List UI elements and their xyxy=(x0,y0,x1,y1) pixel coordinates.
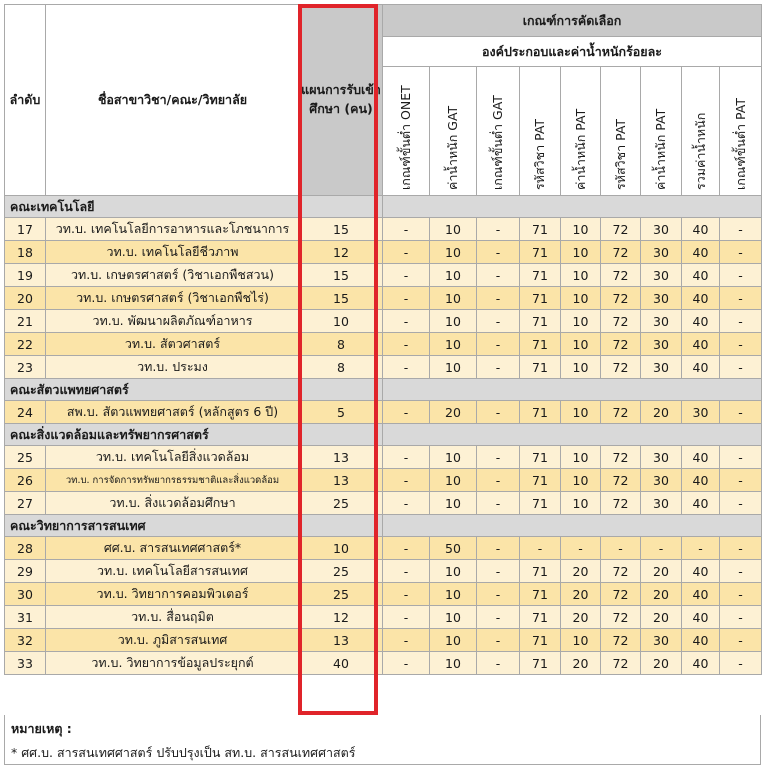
table-row xyxy=(5,629,762,652)
criteria-value: - xyxy=(720,446,762,469)
criteria-value: - xyxy=(477,333,520,356)
row-number: 25 xyxy=(5,446,46,469)
section-fill xyxy=(300,196,383,218)
criteria-value: - xyxy=(720,264,762,287)
criteria-value: 40 xyxy=(682,629,720,652)
criteria-value: - xyxy=(720,652,762,675)
plan-count: 15 xyxy=(300,218,383,241)
criteria-value: - xyxy=(477,401,520,424)
criteria-value: - xyxy=(477,606,520,629)
criteria-value: - xyxy=(477,492,520,515)
row-number: 22 xyxy=(5,333,46,356)
criteria-value: 71 xyxy=(520,310,561,333)
criteria-value: 72 xyxy=(601,606,641,629)
criteria-value: - xyxy=(383,241,430,264)
section-fill xyxy=(383,424,762,446)
admission-table xyxy=(4,4,762,675)
table-row xyxy=(5,218,762,241)
notes-box xyxy=(4,715,761,765)
criteria-value: 30 xyxy=(641,492,682,515)
criteria-value: 30 xyxy=(641,356,682,379)
criteria-value: 72 xyxy=(601,560,641,583)
section-fill xyxy=(383,196,762,218)
criteria-value: 40 xyxy=(682,446,720,469)
criteria-value: - xyxy=(720,401,762,424)
criteria-value: - xyxy=(520,537,561,560)
criteria-col-label: รวมค่าน้ำหนัก xyxy=(692,112,708,190)
criteria-value: - xyxy=(720,537,762,560)
criteria-value: - xyxy=(720,241,762,264)
plan-count: 15 xyxy=(300,264,383,287)
criteria-value: 10 xyxy=(561,356,601,379)
plan-count: 25 xyxy=(300,583,383,606)
notes-title: หมายเหตุ : xyxy=(11,721,72,736)
criteria-col-header xyxy=(641,67,682,196)
criteria-value: 20 xyxy=(641,560,682,583)
plan-header-text: แผนการรับเข้าศึกษา (คน) xyxy=(301,82,381,116)
criteria-value: 20 xyxy=(641,401,682,424)
program-name: วท.บ. เทคโนโลยีชีวภาพ xyxy=(46,241,300,264)
criteria-value: 72 xyxy=(601,264,641,287)
criteria-value: 10 xyxy=(430,356,477,379)
criteria-value: 20 xyxy=(430,401,477,424)
criteria-value: 20 xyxy=(641,606,682,629)
criteria-value: 10 xyxy=(430,492,477,515)
criteria-col-header xyxy=(430,67,477,196)
criteria-value: - xyxy=(641,537,682,560)
criteria-value: - xyxy=(720,333,762,356)
table-row xyxy=(5,492,762,515)
section-fill xyxy=(383,379,762,401)
criteria-value: 10 xyxy=(561,446,601,469)
plan-count: 13 xyxy=(300,469,383,492)
table-row xyxy=(5,469,762,492)
criteria-value: - xyxy=(383,218,430,241)
criteria-value: - xyxy=(383,560,430,583)
criteria-value: 10 xyxy=(561,469,601,492)
table-row xyxy=(5,537,762,560)
criteria-value: - xyxy=(477,652,520,675)
criteria-value: - xyxy=(720,583,762,606)
criteria-col-header xyxy=(477,67,520,196)
row-number: 31 xyxy=(5,606,46,629)
criteria-value: 71 xyxy=(520,583,561,606)
plan-count: 12 xyxy=(300,606,383,629)
table-row xyxy=(5,356,762,379)
criteria-col-header xyxy=(601,67,641,196)
plan-count: 8 xyxy=(300,333,383,356)
criteria-value: 30 xyxy=(641,629,682,652)
criteria-value: 10 xyxy=(561,310,601,333)
table-row xyxy=(5,287,762,310)
criteria-value: 10 xyxy=(561,401,601,424)
components-header: องค์ประกอบและค่าน้ำหนักร้อยละ xyxy=(383,37,762,67)
criteria-value: - xyxy=(720,469,762,492)
row-number: 26 xyxy=(5,469,46,492)
criteria-value: - xyxy=(720,560,762,583)
criteria-value: 72 xyxy=(601,401,641,424)
criteria-value: 10 xyxy=(430,310,477,333)
criteria-value: 10 xyxy=(561,333,601,356)
criteria-value: 10 xyxy=(430,333,477,356)
criteria-value: 30 xyxy=(641,310,682,333)
criteria-value: - xyxy=(477,629,520,652)
program-name: วท.บ. วิทยาการคอมพิวเตอร์ xyxy=(46,583,300,606)
row-number: 21 xyxy=(5,310,46,333)
criteria-value: 72 xyxy=(601,218,641,241)
plan-count: 40 xyxy=(300,652,383,675)
criteria-value: - xyxy=(477,583,520,606)
criteria-value: 30 xyxy=(641,446,682,469)
criteria-value: 71 xyxy=(520,333,561,356)
criteria-value: 40 xyxy=(682,287,720,310)
criteria-value: 40 xyxy=(682,310,720,333)
criteria-col-label: ค่าน้ำหนัก GAT xyxy=(445,105,461,190)
criteria-value: 10 xyxy=(561,218,601,241)
row-number: 27 xyxy=(5,492,46,515)
criteria-value: 20 xyxy=(561,560,601,583)
criteria-value: - xyxy=(383,446,430,469)
order-header: ลำดับ xyxy=(5,5,46,196)
criteria-value: 40 xyxy=(682,333,720,356)
criteria-col-label: เกณฑ์ขั้นต่ำ GAT xyxy=(490,94,506,190)
criteria-value: - xyxy=(477,560,520,583)
section-row xyxy=(5,515,762,537)
criteria-value: 40 xyxy=(682,241,720,264)
criteria-value: 10 xyxy=(430,446,477,469)
row-number: 29 xyxy=(5,560,46,583)
criteria-value: - xyxy=(383,606,430,629)
criteria-value: 10 xyxy=(430,629,477,652)
criteria-value: - xyxy=(720,356,762,379)
table-row xyxy=(5,310,762,333)
criteria-value: - xyxy=(720,629,762,652)
criteria-value: 10 xyxy=(430,560,477,583)
criteria-value: 72 xyxy=(601,446,641,469)
criteria-col-label: รหัสวิชา PAT xyxy=(532,118,548,190)
criteria-value: - xyxy=(720,218,762,241)
row-number: 28 xyxy=(5,537,46,560)
criteria-value: 72 xyxy=(601,287,641,310)
criteria-value: - xyxy=(383,583,430,606)
criteria-value: 30 xyxy=(682,401,720,424)
plan-count: 5 xyxy=(300,401,383,424)
criteria-value: - xyxy=(477,287,520,310)
criteria-value: 30 xyxy=(641,241,682,264)
row-number: 19 xyxy=(5,264,46,287)
criteria-value: - xyxy=(477,264,520,287)
criteria-value: 10 xyxy=(561,241,601,264)
plan-count: 13 xyxy=(300,629,383,652)
plan-count: 12 xyxy=(300,241,383,264)
criteria-value: 40 xyxy=(682,218,720,241)
criteria-value: 30 xyxy=(641,333,682,356)
criteria-value: - xyxy=(477,356,520,379)
plan-count: 10 xyxy=(300,310,383,333)
row-number: 30 xyxy=(5,583,46,606)
section-fill xyxy=(300,515,383,537)
criteria-value: 20 xyxy=(641,652,682,675)
criteria-value: 40 xyxy=(682,652,720,675)
table-row xyxy=(5,560,762,583)
criteria-value: - xyxy=(477,241,520,264)
criteria-value: 20 xyxy=(641,583,682,606)
criteria-value: - xyxy=(477,537,520,560)
name-header: ชื่อสาขาวิชา/คณะ/วิทยาลัย xyxy=(46,5,300,196)
criteria-value: 72 xyxy=(601,333,641,356)
criteria-value: 10 xyxy=(430,287,477,310)
criteria-value: 71 xyxy=(520,606,561,629)
table-row xyxy=(5,583,762,606)
plan-count: 25 xyxy=(300,492,383,515)
row-number: 20 xyxy=(5,287,46,310)
program-name: สพ.บ. สัตวแพทยศาสตร์ (หลักสูตร 6 ปี) xyxy=(46,401,300,424)
criteria-value: 40 xyxy=(682,606,720,629)
criteria-value: 72 xyxy=(601,469,641,492)
criteria-col-label: เกณฑ์ขั้นต่ำ ONET xyxy=(398,84,414,190)
criteria-value: 40 xyxy=(682,492,720,515)
criteria-value: 20 xyxy=(561,583,601,606)
criteria-value: 40 xyxy=(682,560,720,583)
criteria-value: - xyxy=(383,333,430,356)
criteria-value: - xyxy=(383,310,430,333)
row-number: 17 xyxy=(5,218,46,241)
criteria-col-header xyxy=(383,67,430,196)
program-name: วท.บ. เกษตรศาสตร์ (วิชาเอกพืชไร่) xyxy=(46,287,300,310)
criteria-value: - xyxy=(383,537,430,560)
criteria-value: 40 xyxy=(682,264,720,287)
program-name: วท.บ. การจัดการทรัพยากรธรรมชาติและสิ่งแวดล้อม xyxy=(46,469,300,492)
table-row xyxy=(5,446,762,469)
plan-count: 13 xyxy=(300,446,383,469)
section-title: คณะวิทยาการสารสนเทศ xyxy=(5,515,300,537)
table-row xyxy=(5,652,762,675)
criteria-value: - xyxy=(383,401,430,424)
plan-count: 10 xyxy=(300,537,383,560)
table-row xyxy=(5,606,762,629)
criteria-value: 71 xyxy=(520,241,561,264)
criteria-value: 10 xyxy=(430,469,477,492)
table-row xyxy=(5,333,762,356)
program-name: วท.บ. เทคโนโลยีสิ่งแวดล้อม xyxy=(46,446,300,469)
criteria-value: 10 xyxy=(561,287,601,310)
criteria-value: 71 xyxy=(520,446,561,469)
plan-count: 8 xyxy=(300,356,383,379)
section-title: คณะสิ่งแวดล้อมและทรัพยากรศาสตร์ xyxy=(5,424,300,446)
criteria-value: 71 xyxy=(520,629,561,652)
criteria-value: 10 xyxy=(430,241,477,264)
criteria-value: 30 xyxy=(641,218,682,241)
criteria-value: - xyxy=(477,446,520,469)
section-title: คณะสัตวแพทยศาสตร์ xyxy=(5,379,300,401)
criteria-value: 72 xyxy=(601,492,641,515)
criteria-value: 71 xyxy=(520,492,561,515)
criteria-value: 71 xyxy=(520,469,561,492)
criteria-value: - xyxy=(720,492,762,515)
criteria-value: - xyxy=(383,264,430,287)
criteria-value: 72 xyxy=(601,652,641,675)
criteria-value: - xyxy=(720,287,762,310)
criteria-value: - xyxy=(383,629,430,652)
criteria-value: - xyxy=(561,537,601,560)
criteria-value: 40 xyxy=(682,583,720,606)
notes-line: * ศศ.บ. สารสนเทศศาสตร์ ปรับปรุงเป็น สท.บ. สารสนเทศศาสตร์ xyxy=(11,745,356,760)
program-name: ศศ.บ. สารสนเทศศาสตร์* xyxy=(46,537,300,560)
criteria-value: 30 xyxy=(641,287,682,310)
criteria-value: 20 xyxy=(561,606,601,629)
criteria-value: - xyxy=(477,310,520,333)
program-name: วท.บ. เกษตรศาสตร์ (วิชาเอกพืชสวน) xyxy=(46,264,300,287)
criteria-value: - xyxy=(720,606,762,629)
criteria-col-header xyxy=(682,67,720,196)
criteria-value: 71 xyxy=(520,287,561,310)
criteria-value: 71 xyxy=(520,652,561,675)
criteria-col-header xyxy=(520,67,561,196)
row-number: 18 xyxy=(5,241,46,264)
criteria-value: 10 xyxy=(430,606,477,629)
criteria-value: 72 xyxy=(601,356,641,379)
row-number: 33 xyxy=(5,652,46,675)
criteria-value: 10 xyxy=(430,583,477,606)
criteria-value: 40 xyxy=(682,356,720,379)
section-row xyxy=(5,196,762,218)
criteria-col-label: ค่าน้ำหนัก PAT xyxy=(653,108,669,190)
section-row xyxy=(5,424,762,446)
criteria-col-header xyxy=(720,67,762,196)
row-number: 24 xyxy=(5,401,46,424)
criteria-value: - xyxy=(682,537,720,560)
criteria-col-label: เกณฑ์ขั้นต่ำ PAT xyxy=(732,97,748,190)
criteria-value: - xyxy=(383,287,430,310)
program-name: วท.บ. สิ่งแวดล้อมศึกษา xyxy=(46,492,300,515)
program-name: วท.บ. เทคโนโลยีสารสนเทศ xyxy=(46,560,300,583)
criteria-value: 10 xyxy=(430,218,477,241)
criteria-value: 71 xyxy=(520,264,561,287)
criteria-value: 30 xyxy=(641,264,682,287)
program-name: วท.บ. พัฒนาผลิตภัณฑ์อาหาร xyxy=(46,310,300,333)
criteria-value: 40 xyxy=(682,469,720,492)
plan-count: 15 xyxy=(300,287,383,310)
criteria-value: 71 xyxy=(520,218,561,241)
program-name: วท.บ. ภูมิสารสนเทศ xyxy=(46,629,300,652)
program-name: วท.บ. ประมง xyxy=(46,356,300,379)
criteria-header: เกณฑ์การคัดเลือก xyxy=(383,5,762,37)
criteria-value: - xyxy=(477,469,520,492)
table-row xyxy=(5,241,762,264)
row-number: 32 xyxy=(5,629,46,652)
criteria-value: 20 xyxy=(561,652,601,675)
row-number: 23 xyxy=(5,356,46,379)
criteria-value: 72 xyxy=(601,241,641,264)
table-row xyxy=(5,264,762,287)
criteria-value: 10 xyxy=(561,629,601,652)
criteria-value: 72 xyxy=(601,310,641,333)
criteria-value: - xyxy=(383,469,430,492)
criteria-value: 71 xyxy=(520,356,561,379)
plan-header xyxy=(300,5,383,196)
criteria-value: 10 xyxy=(430,652,477,675)
criteria-value: 50 xyxy=(430,537,477,560)
section-title: คณะเทคโนโลยี xyxy=(5,196,300,218)
criteria-value: - xyxy=(477,218,520,241)
program-name: วท.บ. เทคโนโลยีการอาหารและโภชนาการ xyxy=(46,218,300,241)
criteria-value: - xyxy=(383,356,430,379)
section-row xyxy=(5,379,762,401)
criteria-value: 71 xyxy=(520,401,561,424)
plan-count: 25 xyxy=(300,560,383,583)
criteria-col-label: รหัสวิชา PAT xyxy=(612,118,628,190)
program-name: วท.บ. วิทยาการข้อมูลประยุกต์ xyxy=(46,652,300,675)
criteria-col-header xyxy=(561,67,601,196)
criteria-value: - xyxy=(383,652,430,675)
criteria-value: 10 xyxy=(561,492,601,515)
criteria-value: 72 xyxy=(601,629,641,652)
criteria-value: 30 xyxy=(641,469,682,492)
program-name: วท.บ. สื่อนฤมิต xyxy=(46,606,300,629)
criteria-value: 10 xyxy=(561,264,601,287)
criteria-value: - xyxy=(720,310,762,333)
table-row xyxy=(5,401,762,424)
section-fill xyxy=(300,379,383,401)
criteria-value: 71 xyxy=(520,560,561,583)
criteria-col-label: ค่าน้ำหนัก PAT xyxy=(572,108,588,190)
criteria-value: 10 xyxy=(430,264,477,287)
criteria-value: - xyxy=(383,492,430,515)
section-fill xyxy=(300,424,383,446)
program-name: วท.บ. สัตวศาสตร์ xyxy=(46,333,300,356)
criteria-value: - xyxy=(601,537,641,560)
section-fill xyxy=(383,515,762,537)
criteria-value: 72 xyxy=(601,583,641,606)
